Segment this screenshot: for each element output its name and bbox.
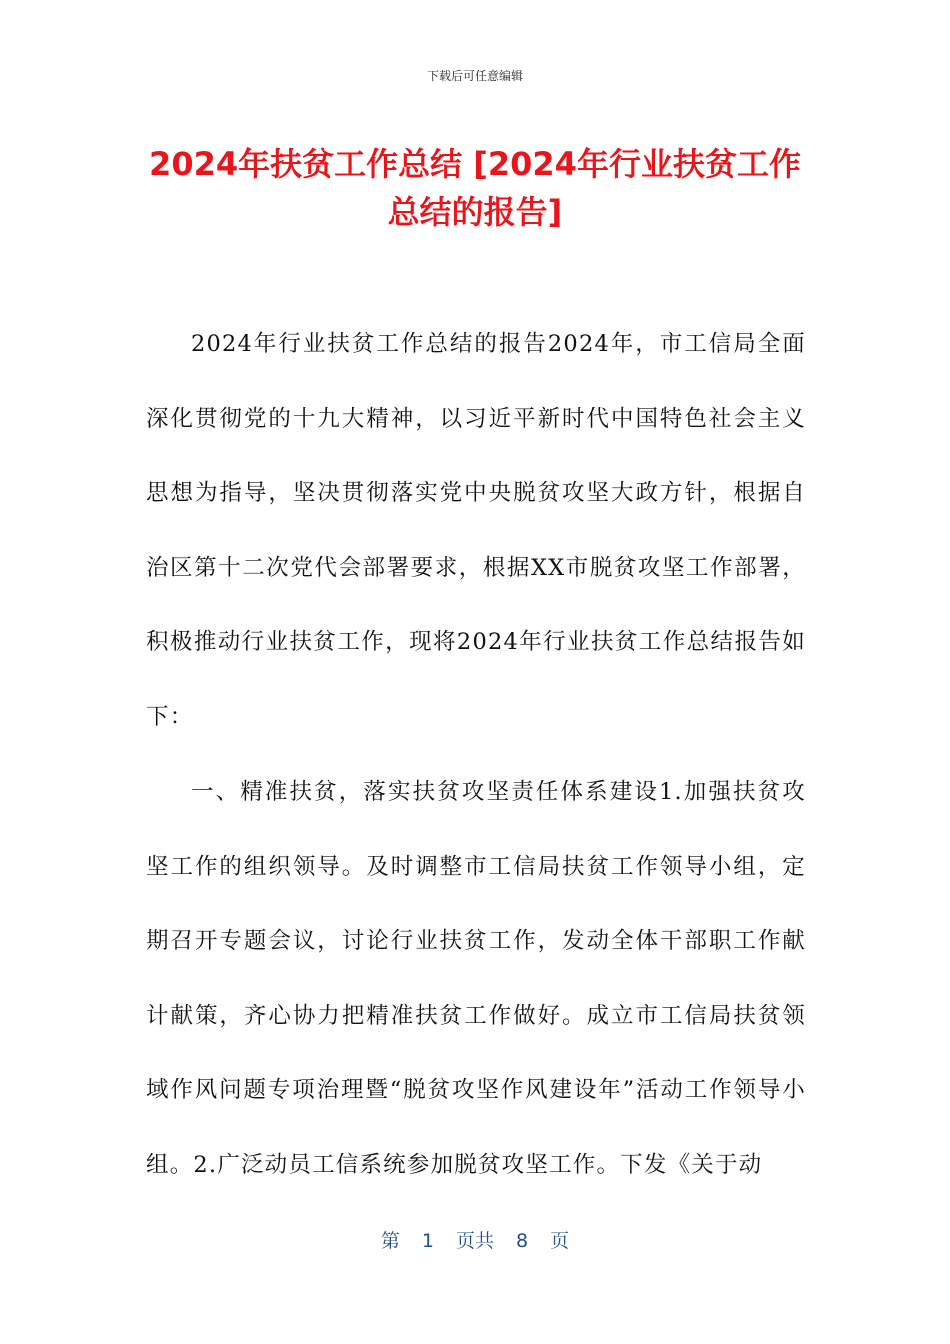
page-middle: 页共: [455, 1230, 494, 1252]
page-number: 1: [421, 1230, 434, 1252]
total-pages: 8: [516, 1230, 529, 1252]
page-prefix: 第: [380, 1230, 400, 1252]
paragraph-intro: 2024年行业扶贫工作总结的报告2024年，市工信局全面深化贯彻党的十九大精神，以习近平新时代中国特色社会主义思想为指导，坚决贯彻落实党中央脱贫攻坚大政方针，根据自治区第十二次党代会部署要求，根据XX市脱贫攻坚工作部署，积极推动行业扶贫工作，现将2024年行业扶贫工作总结报告如下：: [146, 331, 806, 730]
document-title: 2024年扶贫工作总结 [2024年行业扶贫工作总结的报告]: [149, 145, 801, 231]
page-suffix: 页: [550, 1230, 570, 1252]
paragraph-section-one: 一、精准扶贫，落实扶贫攻坚责任体系建设1.加强扶贫攻坚工作的组织领导。及时调整市工信局扶贫工作领导小组，定期召开专题会议，讨论行业扶贫工作，发动全体干部职工作献计献策，齐心协力把精准扶贫工作做好。成立市工信局扶贫领域作风问题专项治理暨“脱贫攻坚作风建设年”活动工作领导小组。2.广泛动员工信系统参加脱贫攻坚工作。下发《关于动: [146, 779, 806, 1178]
page-footer: [0, 1226, 950, 1253]
header-note: 下载后可任意编辑: [426, 69, 523, 83]
